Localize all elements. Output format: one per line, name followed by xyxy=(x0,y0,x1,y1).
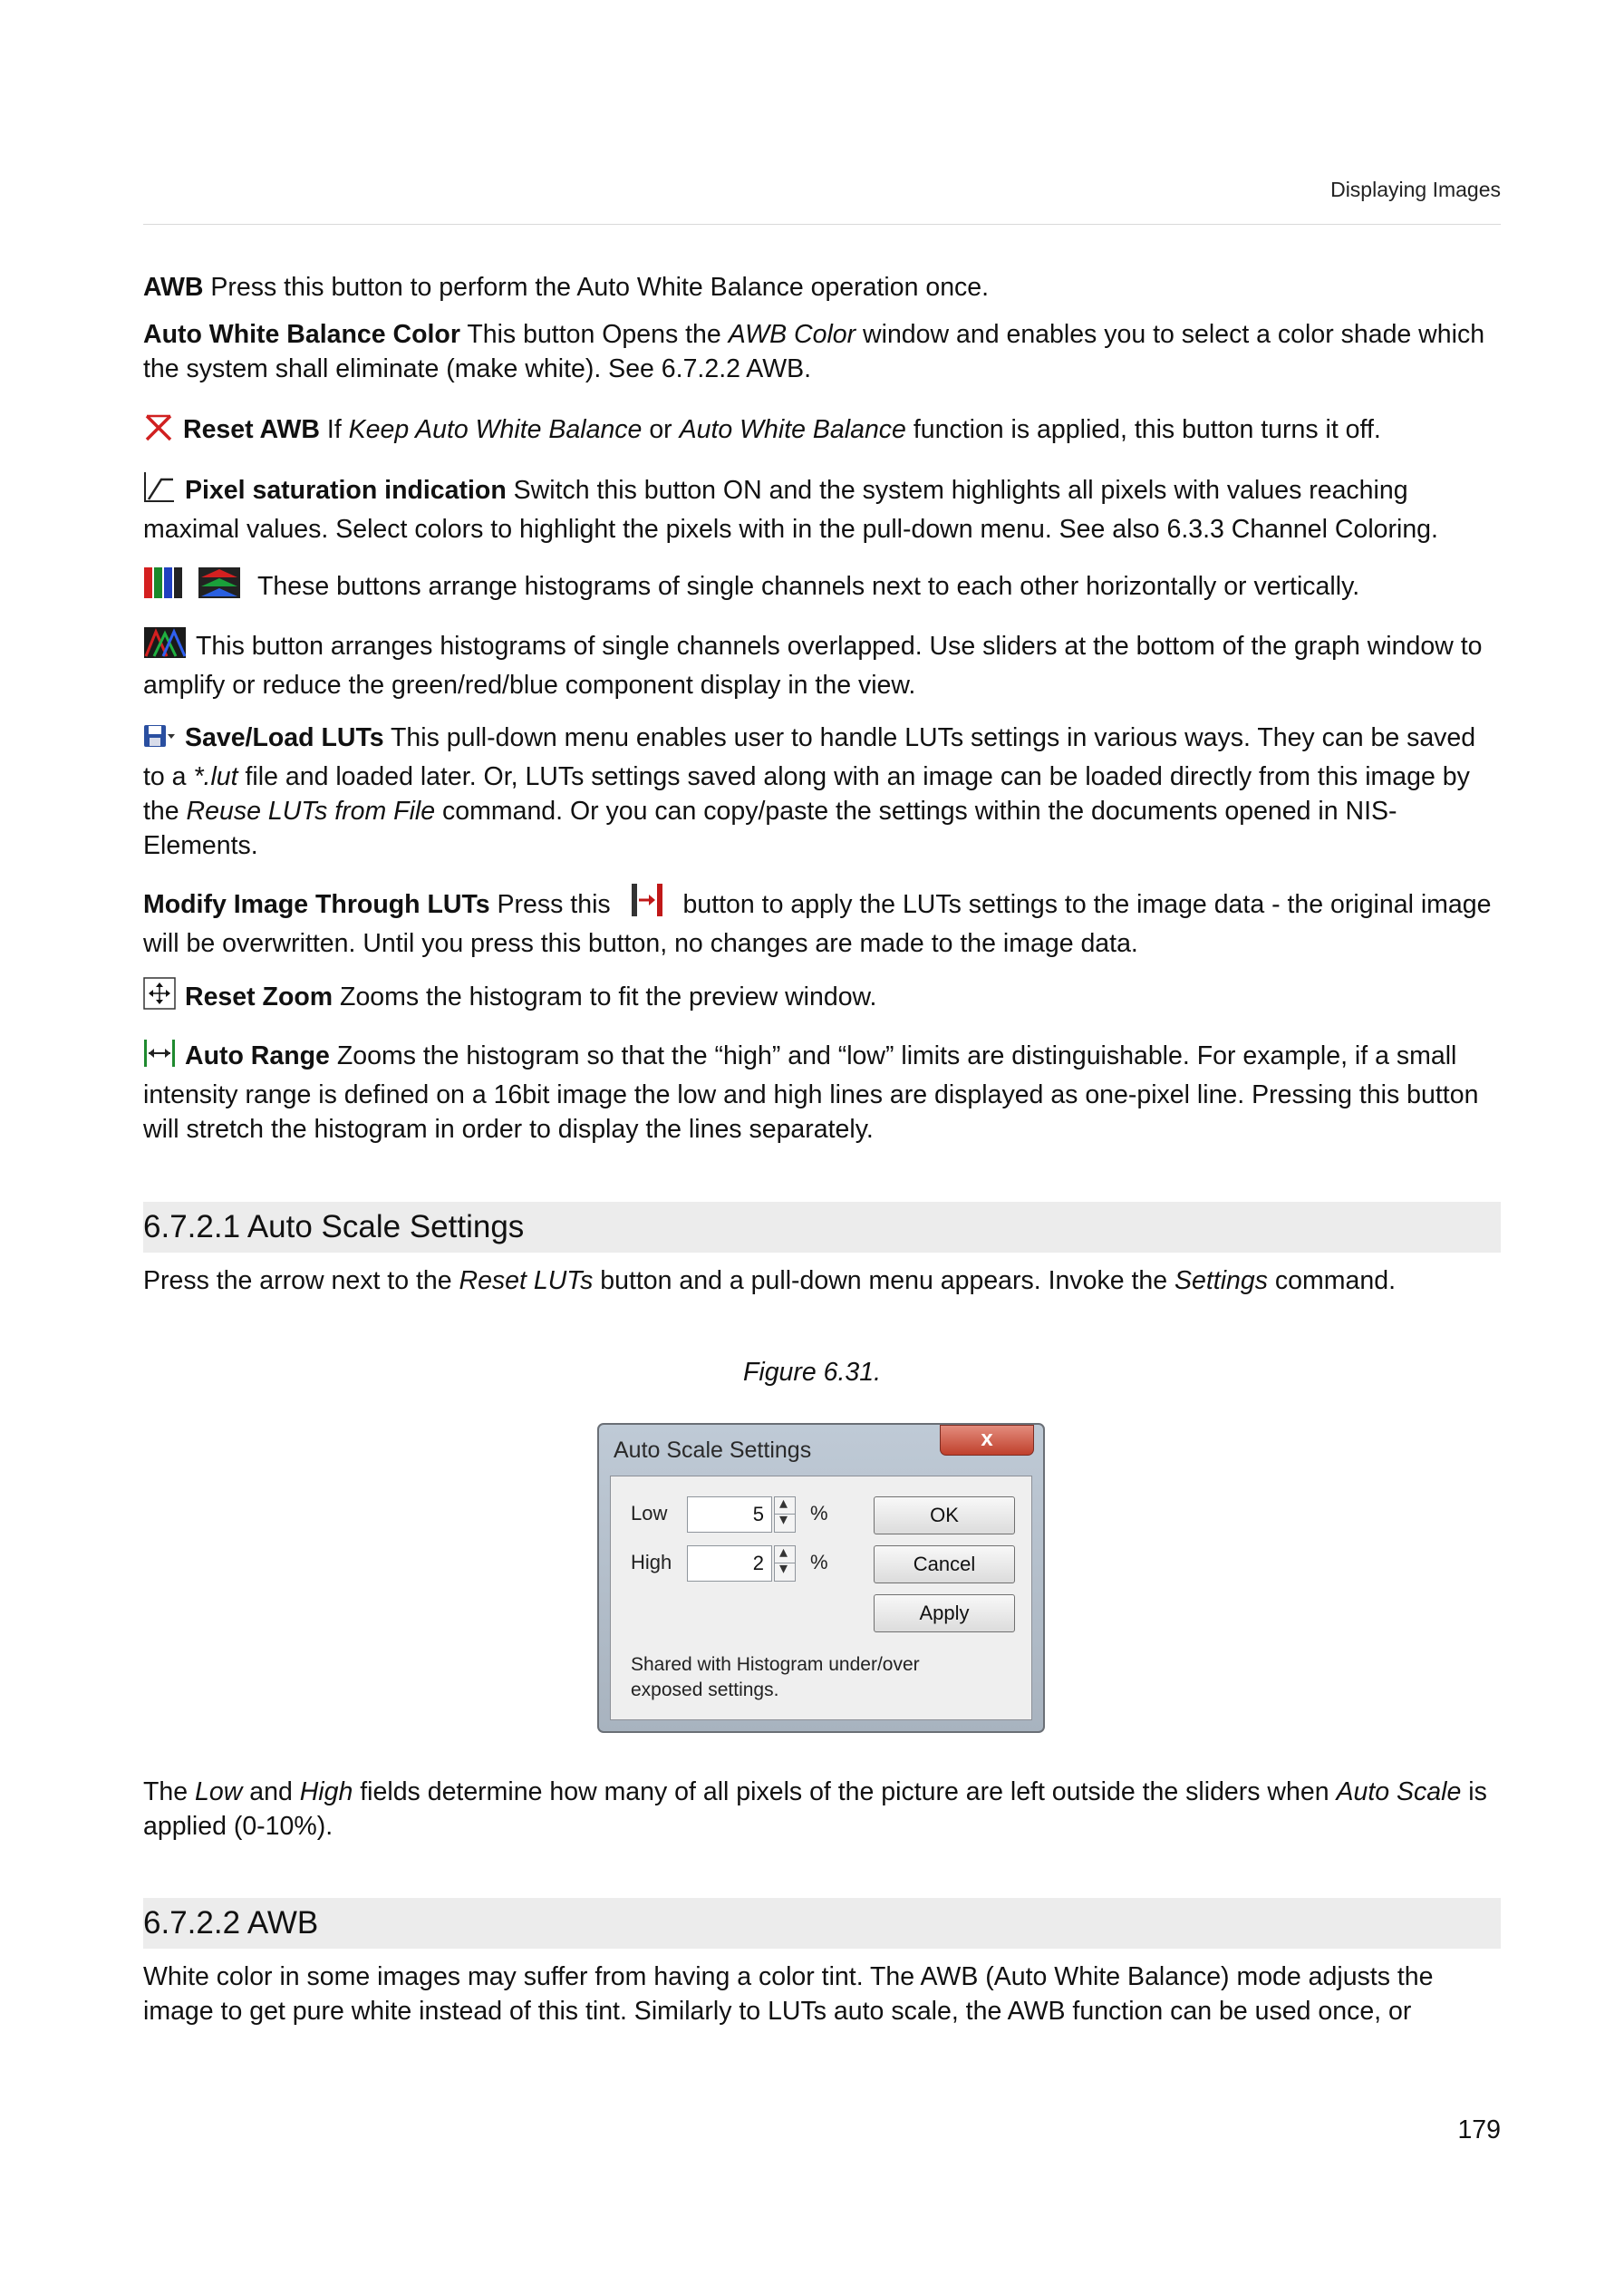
high-spinner[interactable] xyxy=(774,1545,796,1582)
save-load-luts-icon xyxy=(143,723,176,760)
shared-settings-note: Shared with Histogram under/over exposed settings. xyxy=(631,1654,920,1700)
term-auto-range: Auto Range xyxy=(185,1041,330,1070)
term-awb-color: Auto White Balance Color xyxy=(143,320,460,349)
section-heading-awb: 6.7.2.2 AWB xyxy=(143,1898,1501,1949)
close-button[interactable]: x xyxy=(940,1425,1034,1456)
awb-paragraph: AWB Press this button to perform the Auto White Balance operation once. xyxy=(143,273,990,302)
reset-zoom-paragraph: Reset Zoom Zooms the histogram to fit the preview window. xyxy=(143,977,1501,1019)
awb-section-text: White color in some images may suffer from having a color tint. The AWB (Auto White Balance) mode adjusts the image to get pure white instead of this tint. Similarly to LUTs auto scale, the AWB function can be used once, or xyxy=(143,1962,1434,2026)
pixel-saturation-icon xyxy=(143,472,176,512)
auto-scale-intro: Press the arrow next to the Reset LUTs button and a pull-down menu appears. Invoke the Settings command. xyxy=(143,1266,1396,1295)
high-input[interactable]: 2 xyxy=(687,1545,772,1582)
cancel-button[interactable]: Cancel xyxy=(874,1545,1015,1583)
modify-image-paragraph: Modify Image Through LUTs Press this button to apply the LUTs settings to the image data - the original image will be overwritten. Until you press this button, no changes are made to the image data. xyxy=(143,883,1501,961)
dialog-title: Auto Scale Settings xyxy=(614,1437,812,1463)
term-reset-awb: Reset AWB xyxy=(183,415,320,444)
auto-range-paragraph: Auto Range Zooms the histogram so that the “high” and “low” limits are distinguishable. For example, if a small intensity range is defined on a 16bit image the low and high lines are displayed as one-pixel line. Pressing this button will stretch the histogram in order to display the lines separately. xyxy=(143,1038,1501,1147)
auto-range-icon xyxy=(143,1038,176,1078)
awb-color-paragraph: Auto White Balance Color This button Opens the AWB Color window and enables you to select a color shade which the system shall eliminate (make white). See 6.7.2.2 AWB. xyxy=(143,320,1485,383)
reset-zoom-icon xyxy=(143,977,176,1019)
low-percent: % xyxy=(810,1502,828,1524)
ok-button[interactable]: OK xyxy=(874,1496,1015,1534)
page-number: 179 xyxy=(1457,2115,1501,2144)
reset-awb-paragraph: Reset AWB If Keep Auto White Balance or Auto White Balance function is applied, this button turns it off. xyxy=(143,412,1501,451)
low-input[interactable]: 5 xyxy=(687,1496,772,1533)
high-percent: % xyxy=(810,1551,828,1573)
modify-image-luts-icon xyxy=(631,883,663,926)
auto-scale-settings-dialog xyxy=(597,1423,1045,1733)
section-heading-auto-scale: 6.7.2.1 Auto Scale Settings xyxy=(143,1202,1501,1253)
high-label: High xyxy=(631,1551,672,1573)
apply-button[interactable]: Apply xyxy=(874,1594,1015,1632)
pixel-saturation-paragraph: Pixel saturation indication Switch this button ON and the system highlights all pixels with values reaching maximal values. Select colors to highlight the pixels with in the pull-down menu. See also 6.3.3 Channel Coloring. xyxy=(143,472,1501,547)
arrange-paragraph: These buttons arrange histograms of single channels next to each other horizontally or vertically. xyxy=(143,566,1501,608)
overlap-paragraph: This button arranges histograms of single channels overlapped. Use sliders at the bottom of the graph window to amplify or reduce the green/red/blue component display in the view. xyxy=(143,626,1501,702)
figure-caption: Figure 6.31. xyxy=(742,1358,882,1387)
save-load-paragraph: Save/Load LUTs This pull-down menu enables user to handle LUTs settings in various ways. They can be saved to a *.lut file and loaded later. Or, LUTs settings saved along with an image can be loaded directly from this image by the Reuse LUTs from File command. Or you can copy/paste the settings within the documents opened in NIS-Elements. xyxy=(143,723,1476,860)
term-awb: AWB xyxy=(143,273,204,302)
arrange-horizontal-icon xyxy=(143,566,185,608)
low-high-explanation: The Low and High fields determine how many of all pixels of the picture are left outside the sliders when Auto Scale is applied (0-10%). xyxy=(143,1777,1487,1841)
page-header xyxy=(143,178,1501,225)
low-label: Low xyxy=(631,1502,668,1524)
term-modify-image: Modify Image Through LUTs xyxy=(143,890,490,919)
arrange-vertical-icon xyxy=(198,566,241,608)
overlap-histogram-icon xyxy=(143,626,187,668)
term-save-load-luts: Save/Load LUTs xyxy=(185,723,384,752)
term-reset-zoom: Reset Zoom xyxy=(185,982,334,1011)
term-pixel-saturation: Pixel saturation indication xyxy=(185,476,507,505)
dialog-body xyxy=(610,1476,1032,1720)
running-title: Displaying Images xyxy=(1330,178,1501,201)
low-spinner[interactable] xyxy=(774,1496,796,1533)
reset-awb-icon xyxy=(143,413,174,451)
